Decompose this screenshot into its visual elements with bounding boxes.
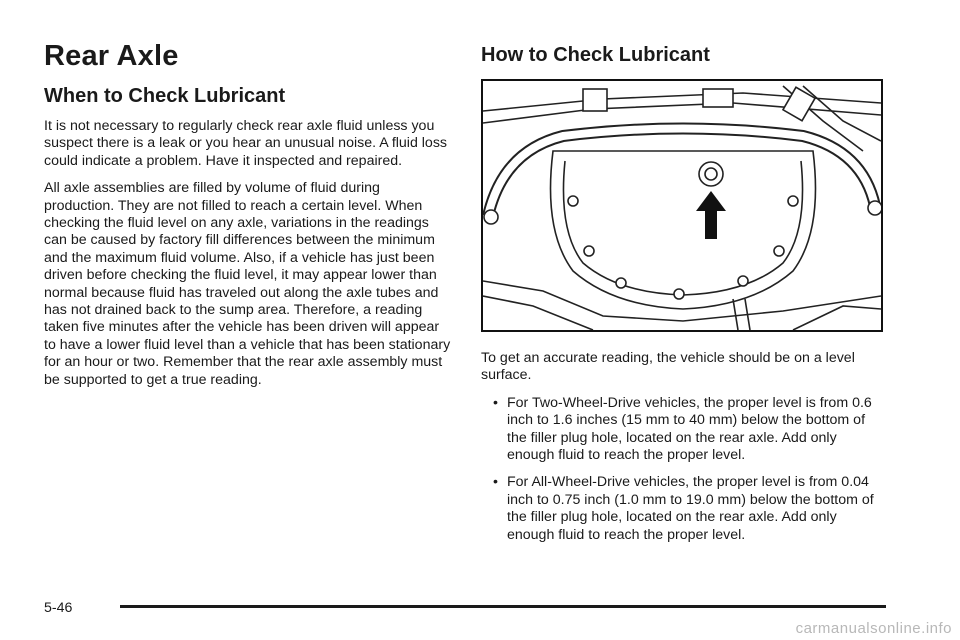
rear-axle-illustration <box>481 79 883 332</box>
axle-drawing <box>483 81 881 330</box>
bullet-icon: • <box>493 474 498 491</box>
page-footer <box>44 596 886 620</box>
subsection-title-how: How to Check Lubricant <box>481 44 710 66</box>
footer-rule <box>120 605 886 608</box>
page-number: 5-46 <box>44 600 73 616</box>
watermark: carmanualsonline.info <box>795 620 952 637</box>
paragraph-1: It is not necessary to regularly check rear axle fluid unless you suspect there is a leak or you hear an unusual noise. A fluid loss could indicate a problem. Have it inspected and repaired. <box>44 118 448 169</box>
bullet-icon: • <box>493 394 498 411</box>
subsection-title-when: When to Check Lubricant <box>44 85 286 107</box>
left-column <box>44 40 454 399</box>
section-title: Rear Axle <box>44 40 179 72</box>
right-column <box>481 44 886 554</box>
bullet-list <box>481 395 886 544</box>
intro-text: To get an accurate reading, the vehicle should be on a level surface. <box>481 350 855 384</box>
bullet-item-awd: • For All-Wheel-Drive vehicles, the proper level is from 0.04 inch to 0.75 inch (1.0 mm to 19.0 mm) below the bottom of the filler plug hole, located on the rear axle. Add only enough fluid to reach the proper level. <box>493 474 874 543</box>
paragraph-2: All axle assemblies are filled by volume of fluid during production. They are not filled to reach a certain level. When checking the fluid level on any axle, variations in the readings can be caused by factory fill differences between the minimum and the maximum fluid volume. Also, if a vehicle has just been driven before checking the fluid level, it may appear lower than normal because fluid has traveled out along the axle tubes and has not drained back to the sump area. Therefore, a reading taken five minutes after the vehicle has been driven will appear to have a lower fluid level than a vehicle that has been stationary for an hour or two. Remember that the rear axle assembly must be supported to get a true reading. <box>44 180 451 388</box>
bullet-item-2wd: • For Two-Wheel-Drive vehicles, the proper level is from 0.6 inch to 1.6 inches (15 mm to 40 mm) below the bottom of the filler plug hole, located on the rear axle. Add only enough fluid to reach the proper level. <box>493 394 872 464</box>
